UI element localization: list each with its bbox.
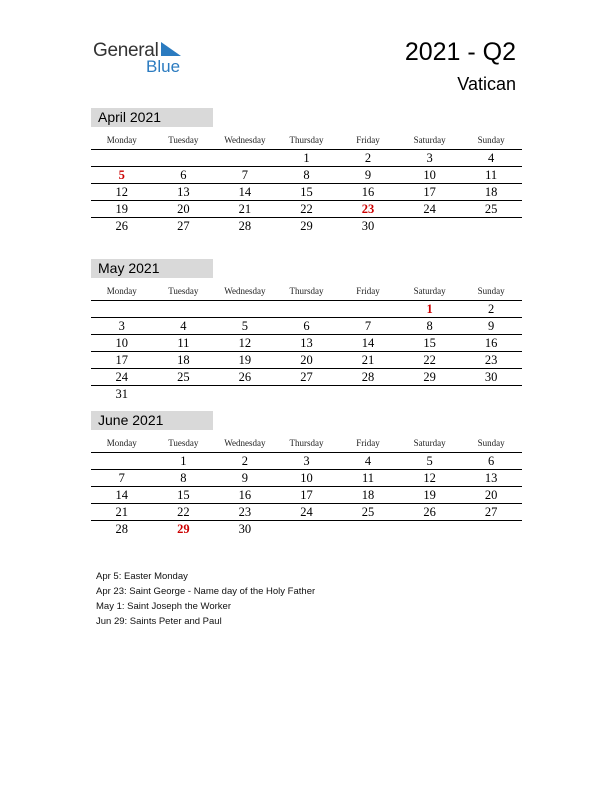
date-cell: 30	[238, 522, 252, 536]
date-cell: 4	[364, 454, 372, 468]
empty-cell	[460, 521, 522, 537]
week-row	[91, 369, 522, 386]
date-cell: 7	[118, 471, 125, 485]
date-cell: 19	[115, 202, 129, 216]
weekday-label: Tuesday	[168, 286, 199, 296]
date-cell: 20	[300, 353, 313, 367]
date-cell: 28	[238, 219, 252, 233]
generalblue-logo	[93, 38, 193, 78]
date-cell: 21	[361, 353, 375, 367]
holiday-note: May 1: Saint Joseph the Worker	[96, 601, 231, 612]
date-cell: 16	[238, 488, 252, 502]
date-cell: 22	[423, 353, 436, 367]
weekday-label: Thursday	[289, 286, 324, 296]
empty-cell	[460, 218, 522, 234]
empty-cell	[276, 521, 338, 537]
date-cell: 13	[300, 336, 313, 350]
holiday-date-cell: 23	[361, 202, 375, 216]
date-cell: 6	[488, 454, 495, 468]
date-cell: 3	[303, 454, 310, 468]
date-cell: 17	[423, 185, 436, 199]
date-cell: 17	[115, 353, 129, 367]
week-row	[91, 386, 522, 402]
empty-cell	[337, 386, 399, 402]
date-cell: 14	[115, 488, 129, 502]
date-cell: 18	[484, 185, 498, 199]
date-cell: 21	[238, 202, 252, 216]
month-header: June 2021	[91, 411, 213, 430]
empty-cell	[399, 521, 461, 537]
weekday-label: Tuesday	[168, 135, 199, 145]
page-title: 2021 - Q2	[404, 38, 516, 66]
date-cell: 15	[300, 185, 313, 199]
empty-cell	[153, 301, 215, 317]
month-calendar-april	[91, 108, 522, 234]
holiday-notes	[96, 569, 315, 629]
date-cell: 10	[115, 336, 129, 350]
weekday-label: Saturday	[413, 286, 446, 296]
date-cell: 30	[484, 370, 498, 384]
date-cell: 18	[361, 488, 375, 502]
weekday-header-row	[91, 282, 522, 301]
date-cell: 4	[180, 319, 187, 333]
holiday-date-cell: 5	[118, 168, 125, 182]
date-cell: 6	[303, 319, 310, 333]
date-cell: 4	[488, 151, 495, 165]
date-cell: 11	[362, 471, 375, 485]
date-cell: 9	[488, 319, 495, 333]
date-cell: 9	[364, 168, 372, 182]
weekday-header-row	[91, 434, 522, 453]
empty-cell	[153, 150, 215, 166]
week-row	[91, 487, 522, 504]
logo-text-general: General	[93, 40, 159, 61]
logo-flag-icon	[161, 42, 181, 58]
date-cell: 19	[423, 488, 436, 502]
empty-cell	[91, 453, 153, 469]
date-cell: 1	[303, 151, 310, 165]
weekday-label: Monday	[106, 286, 137, 296]
date-cell: 6	[180, 168, 187, 182]
empty-cell	[399, 218, 461, 234]
week-row	[91, 301, 522, 318]
date-cell: 3	[426, 151, 433, 165]
holiday-date-cell: 29	[177, 522, 190, 536]
weekday-label: Thursday	[289, 438, 324, 448]
date-cell: 27	[177, 219, 190, 233]
date-cell: 15	[177, 488, 190, 502]
date-cell: 7	[364, 319, 372, 333]
date-cell: 20	[484, 488, 498, 502]
date-cell: 2	[364, 151, 372, 165]
weekday-label: Thursday	[289, 135, 324, 145]
date-cell: 26	[238, 370, 252, 384]
empty-cell	[276, 301, 338, 317]
logo-text-blue: Blue	[146, 57, 181, 76]
date-cell: 24	[300, 505, 313, 519]
weekday-label: Sunday	[477, 286, 505, 296]
empty-cell	[214, 301, 276, 317]
date-cell: 28	[115, 522, 129, 536]
empty-cell	[276, 386, 338, 402]
holiday-note: Apr 5: Easter Monday	[96, 571, 188, 582]
date-cell: 29	[300, 219, 313, 233]
empty-cell	[214, 150, 276, 166]
date-cell: 8	[426, 319, 433, 333]
date-cell: 21	[115, 505, 129, 519]
week-row	[91, 504, 522, 521]
date-cell: 17	[300, 488, 313, 502]
country-name: Vatican	[457, 74, 516, 94]
date-cell: 11	[485, 168, 498, 182]
date-cell: 27	[300, 370, 313, 384]
date-cell: 11	[177, 336, 190, 350]
date-cell: 10	[300, 471, 313, 485]
empty-cell	[153, 386, 215, 402]
date-cell: 31	[115, 387, 129, 401]
date-cell: 9	[241, 471, 249, 485]
week-row	[91, 335, 522, 352]
weekday-label: Wednesday	[224, 135, 266, 145]
date-cell: 25	[177, 370, 190, 384]
date-cell: 5	[241, 319, 249, 333]
date-cell: 26	[115, 219, 129, 233]
date-cell: 23	[484, 353, 498, 367]
empty-cell	[399, 386, 461, 402]
weekday-label: Sunday	[477, 438, 505, 448]
date-cell: 12	[238, 336, 252, 350]
date-cell: 14	[238, 185, 252, 199]
date-cell: 3	[118, 319, 125, 333]
date-cell: 20	[177, 202, 190, 216]
weekday-label: Friday	[356, 438, 380, 448]
date-cell: 7	[241, 168, 249, 182]
date-cell: 12	[423, 471, 436, 485]
week-row	[91, 453, 522, 470]
date-cell: 16	[361, 185, 375, 199]
date-cell: 15	[423, 336, 436, 350]
holiday-note: Jun 29: Saints Peter and Paul	[96, 616, 222, 627]
date-cell: 22	[177, 505, 190, 519]
weekday-label: Sunday	[477, 135, 505, 145]
empty-cell	[460, 386, 522, 402]
weekday-label: Friday	[356, 135, 380, 145]
weekday-label: Saturday	[413, 135, 446, 145]
date-cell: 28	[361, 370, 375, 384]
empty-cell	[337, 521, 399, 537]
week-row	[91, 521, 522, 537]
date-cell: 30	[361, 219, 375, 233]
weekday-label: Wednesday	[224, 286, 266, 296]
empty-cell	[91, 150, 153, 166]
date-cell: 19	[238, 353, 252, 367]
weekday-header-row	[91, 131, 522, 150]
week-row	[91, 184, 522, 201]
week-row	[91, 470, 522, 487]
date-cell: 1	[180, 454, 187, 468]
date-cell: 13	[484, 471, 498, 485]
month-calendar-june	[91, 411, 522, 537]
week-row	[91, 318, 522, 335]
date-cell: 22	[300, 202, 313, 216]
date-cell: 18	[177, 353, 190, 367]
date-cell: 5	[426, 454, 433, 468]
week-row	[91, 352, 522, 369]
empty-cell	[91, 301, 153, 317]
date-cell: 24	[423, 202, 436, 216]
date-cell: 24	[115, 370, 129, 384]
date-cell: 27	[484, 505, 498, 519]
date-cell: 8	[180, 471, 187, 485]
date-cell: 8	[303, 168, 310, 182]
date-cell: 16	[484, 336, 498, 350]
month-calendar-may	[91, 259, 522, 402]
week-row	[91, 150, 522, 167]
empty-cell	[214, 386, 276, 402]
empty-cell	[337, 301, 399, 317]
date-cell: 25	[361, 505, 375, 519]
date-cell: 10	[423, 168, 436, 182]
weekday-label: Friday	[356, 286, 380, 296]
date-cell: 29	[423, 370, 436, 384]
weekday-label: Wednesday	[224, 438, 266, 448]
weekday-label: Monday	[106, 438, 137, 448]
date-cell: 13	[177, 185, 190, 199]
date-cell: 26	[423, 505, 436, 519]
date-cell: 23	[238, 505, 252, 519]
date-cell: 12	[115, 185, 129, 199]
weekday-label: Tuesday	[168, 438, 199, 448]
weekday-label: Monday	[106, 135, 137, 145]
holiday-note: Apr 23: Saint George - Name day of the Holy Father	[96, 586, 316, 597]
date-cell: 14	[361, 336, 375, 350]
week-row	[91, 167, 522, 184]
month-header: May 2021	[91, 259, 213, 278]
date-cell: 2	[241, 454, 249, 468]
date-cell: 2	[488, 302, 495, 316]
week-row	[91, 201, 522, 218]
weekday-label: Saturday	[413, 438, 446, 448]
holiday-date-cell: 1	[426, 302, 433, 316]
week-row	[91, 218, 522, 234]
date-cell: 25	[484, 202, 498, 216]
month-header: April 2021	[91, 108, 213, 127]
